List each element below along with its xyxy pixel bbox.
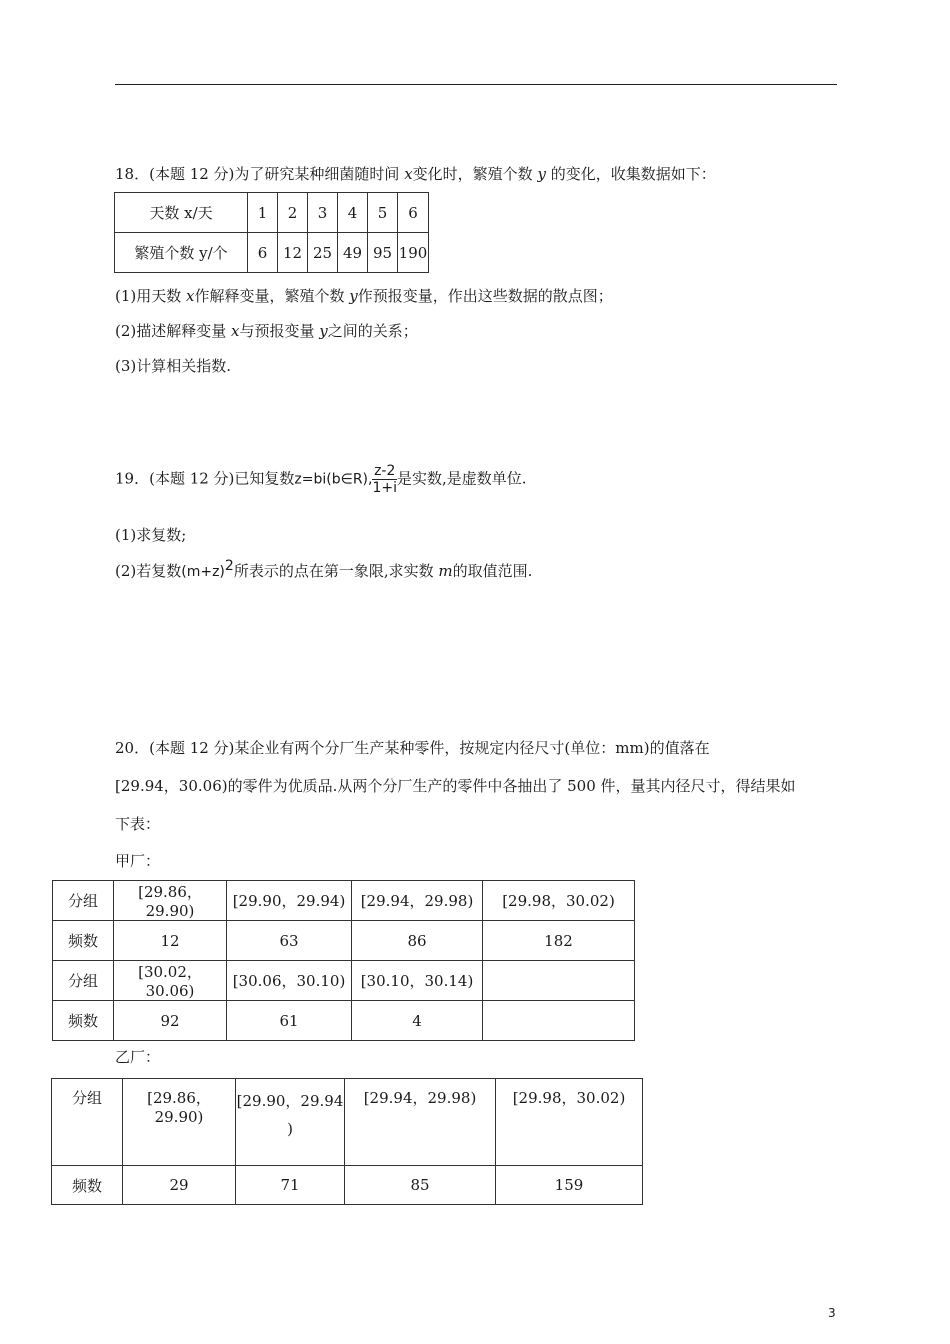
table-row: 分组 [29.86，29.90) [29.90，29.94) [29.94，29.98) [29.98，30.02)	[53, 881, 635, 921]
table-row: 分组 [30.02，30.06) [30.06，30.10) [30.10，30.14)	[53, 961, 635, 1001]
table-row: 频数 29 71 85 159	[52, 1166, 643, 1205]
factory-a-label: 甲厂：	[115, 852, 161, 870]
q18-header: 18．(本题 12 分)为了研究某种细菌随时间 x变化时，繁殖个数 y 的变化，收集数据如下：	[115, 165, 716, 183]
q18-row1-label: 天数 x/天	[115, 193, 248, 233]
q20-line2: [29.94，30.06)的零件为优质品.从两个分厂生产的零件中各抽出了 500 件，量其内径尺寸，得结果如	[115, 777, 796, 795]
page-number: 3	[828, 1306, 836, 1320]
factory-a-table	[52, 880, 635, 1041]
q18-part1: (1)用天数 x作解释变量，繁殖个数 y作预报变量，作出这些数据的散点图；	[115, 287, 613, 305]
table-row: 频数 92 61 4	[53, 1001, 635, 1041]
factory-b-table	[51, 1078, 643, 1205]
q19-header: 19．(本题 12 分)已知复数z=bi(b∈R), $\frac{z-2}{1+i}$ 是实数,是虚数单位.	[115, 463, 527, 496]
table-row: 分组 [29.86，29.90) [29.90，29.94 ) [29.94，29.98) [29.98，30.02)	[52, 1079, 643, 1166]
q19-formula: z=bi(b∈R),	[294, 471, 373, 488]
q18-part3: (3)计算相关指数.	[115, 357, 232, 375]
table-row: 频数 12 63 86 182	[53, 921, 635, 961]
q20-line3: 下表：	[115, 815, 161, 833]
table-row: 繁殖个数 y/个 6 12 25 49 95 190	[115, 233, 429, 273]
table-row: 天数 x/天 1 2 3 4 5 6	[115, 193, 429, 233]
q20-line1: 20．(本题 12 分)某企业有两个分厂生产某种零件，按规定内径尺寸(单位：mm)的值落在	[115, 739, 710, 757]
q18-row2-label: 繁殖个数 y/个	[115, 233, 248, 273]
q18-table	[114, 192, 429, 273]
q19-fraction: $\frac{z-2}{1+i}$	[372, 463, 397, 496]
q19-part2: (2)若复数$(m+z)^2$所表示的点在第一象限,求实数 m的取值范围.	[115, 558, 533, 580]
header-rule	[115, 84, 837, 85]
q19-part1: (1)求复数;	[115, 526, 187, 544]
factory-b-label: 乙厂：	[115, 1048, 161, 1066]
q18-part2: (2)描述解释变量 x与预报变量 y之间的关系；	[115, 322, 418, 340]
